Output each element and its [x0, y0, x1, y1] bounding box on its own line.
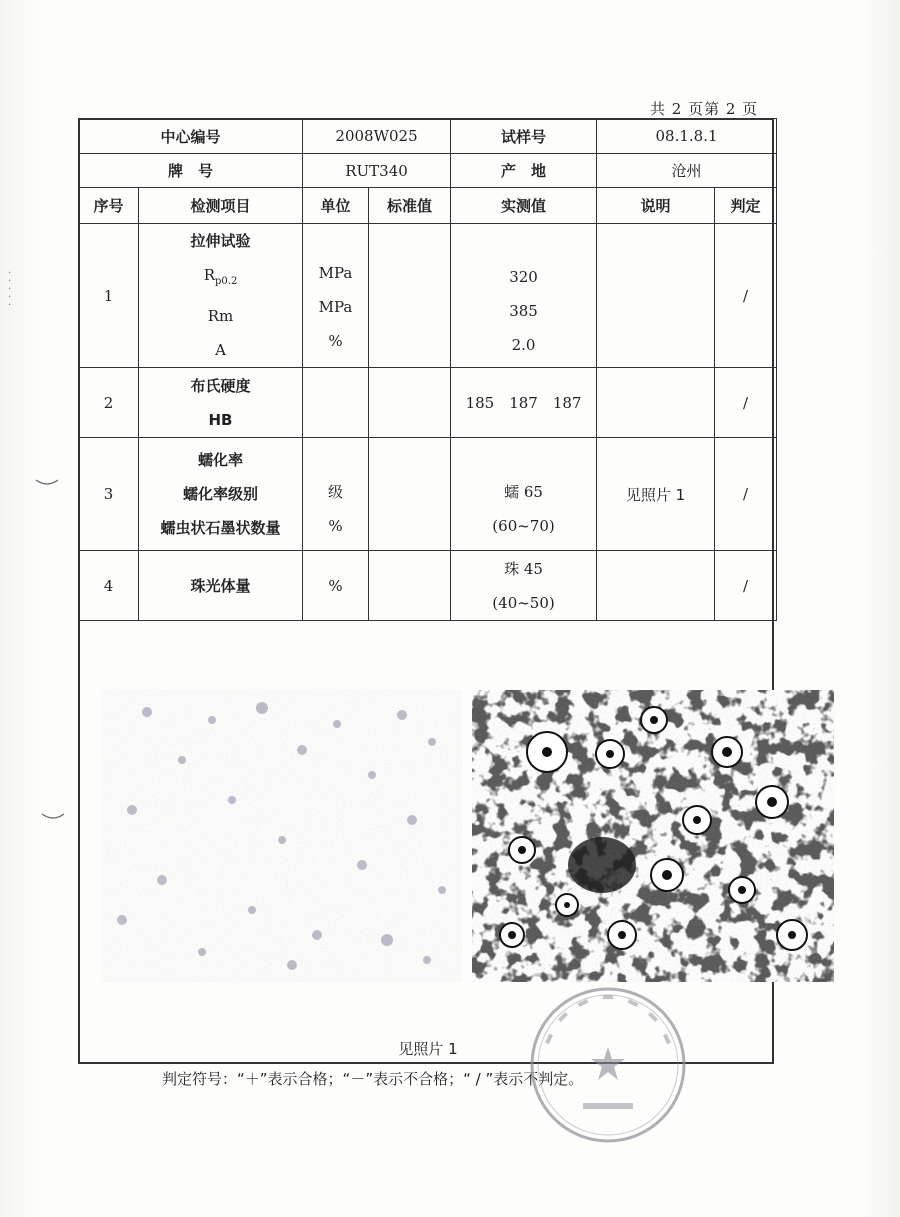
- row-units: [303, 438, 369, 551]
- row-judgement: /: [715, 224, 777, 368]
- col-header-note: 说明: [597, 188, 715, 224]
- row-no: 1: [79, 224, 139, 368]
- item-name: A: [215, 341, 226, 359]
- col-header-no: 序号: [79, 188, 139, 224]
- item-rp02: $R_{p0.2}$: [203, 266, 238, 287]
- judgement-legend: 判定符号：“＋”表示合格；“－”表示不合格；“ / ”表示不判定。: [162, 1070, 584, 1088]
- item-name: HB: [208, 410, 233, 429]
- measured-value: 珠 45: [504, 559, 543, 578]
- row-items: [139, 224, 303, 368]
- col-header-item: 检测项目: [139, 188, 303, 224]
- row-units: [303, 224, 369, 368]
- item-name: 蠕化率: [198, 451, 244, 469]
- official-stamp: [528, 985, 688, 1145]
- row-note: 见照片 1: [597, 438, 715, 551]
- row-no: 3: [79, 438, 139, 551]
- row-measured: [451, 224, 597, 368]
- row-units: [303, 368, 369, 438]
- col-header-standard: 标准值: [369, 188, 451, 224]
- row-no: 4: [79, 551, 139, 621]
- row-note: [597, 368, 715, 438]
- table-row: [79, 438, 777, 551]
- unit-value: %: [328, 331, 343, 350]
- row-unit: %: [303, 551, 369, 621]
- table-row: [79, 224, 777, 368]
- item-name: 布氏硬度: [190, 376, 251, 395]
- col-header-unit: 单位: [303, 188, 369, 224]
- measured-value: (60~70): [492, 517, 555, 535]
- row-note: [597, 224, 715, 368]
- measured-value: 2.0: [511, 335, 536, 354]
- center-no-value: 2008W025: [303, 119, 451, 154]
- row-standard: [369, 438, 451, 551]
- row-measured: [451, 551, 597, 621]
- row-items: [139, 368, 303, 438]
- col-header-judgement: 判定: [715, 188, 777, 224]
- binder-marks: · · · · ·: [8, 268, 12, 311]
- unit-value: 级: [328, 483, 344, 501]
- origin-value: 沧州: [597, 154, 777, 188]
- sample-no-value: 08.1.8.1: [597, 119, 777, 154]
- test-results-table: [78, 118, 777, 621]
- item-name: 蠕虫状石墨状数量: [160, 519, 281, 537]
- item-name: 拉伸试验: [190, 232, 251, 250]
- row-judgement: /: [715, 438, 777, 551]
- row-no: 2: [79, 368, 139, 438]
- punch-hole-mark: [34, 478, 60, 488]
- row-standard: [369, 368, 451, 438]
- measured-value: (40~50): [492, 593, 555, 612]
- unit-value: MPa: [318, 297, 353, 316]
- grade-value: RUT340: [303, 154, 451, 188]
- row-standard: [369, 551, 451, 621]
- header-row-grade: [79, 154, 777, 188]
- column-header-row: [79, 188, 777, 224]
- measured-value: 385: [509, 301, 538, 320]
- row-measured: [451, 438, 597, 551]
- micrograph-etched: [472, 690, 834, 982]
- table-row: [79, 368, 777, 438]
- sample-no-label: 试样号: [451, 119, 597, 154]
- col-header-measured: 实测值: [451, 188, 597, 224]
- grade-label: 牌 号: [79, 154, 303, 188]
- unit-value: MPa: [318, 263, 353, 282]
- photo-caption: 见照片 1: [398, 1040, 458, 1058]
- table-row: [79, 551, 777, 621]
- origin-label: 产 地: [451, 154, 597, 188]
- micrograph-photos: [102, 690, 836, 990]
- item-name: Rm: [207, 307, 234, 325]
- row-judgement: /: [715, 551, 777, 621]
- measured-value: 蠕 65: [504, 483, 543, 501]
- row-judgement: /: [715, 368, 777, 438]
- punch-hole-mark: [40, 812, 66, 822]
- report-frame: [78, 118, 774, 1064]
- header-row-center-no: [79, 119, 777, 154]
- row-item: 珠光体量: [139, 551, 303, 621]
- center-no-label: 中心编号: [79, 119, 303, 154]
- item-name: 蠕化率级别: [183, 485, 259, 503]
- row-measured: 185 187 187: [451, 368, 597, 438]
- unit-value: %: [328, 517, 343, 535]
- page-indicator: 共 2 页第 2 页: [650, 100, 759, 118]
- row-items: [139, 438, 303, 551]
- row-note: [597, 551, 715, 621]
- row-standard: [369, 224, 451, 368]
- micrograph-unetched: [102, 690, 462, 982]
- measured-value: 320: [509, 267, 538, 286]
